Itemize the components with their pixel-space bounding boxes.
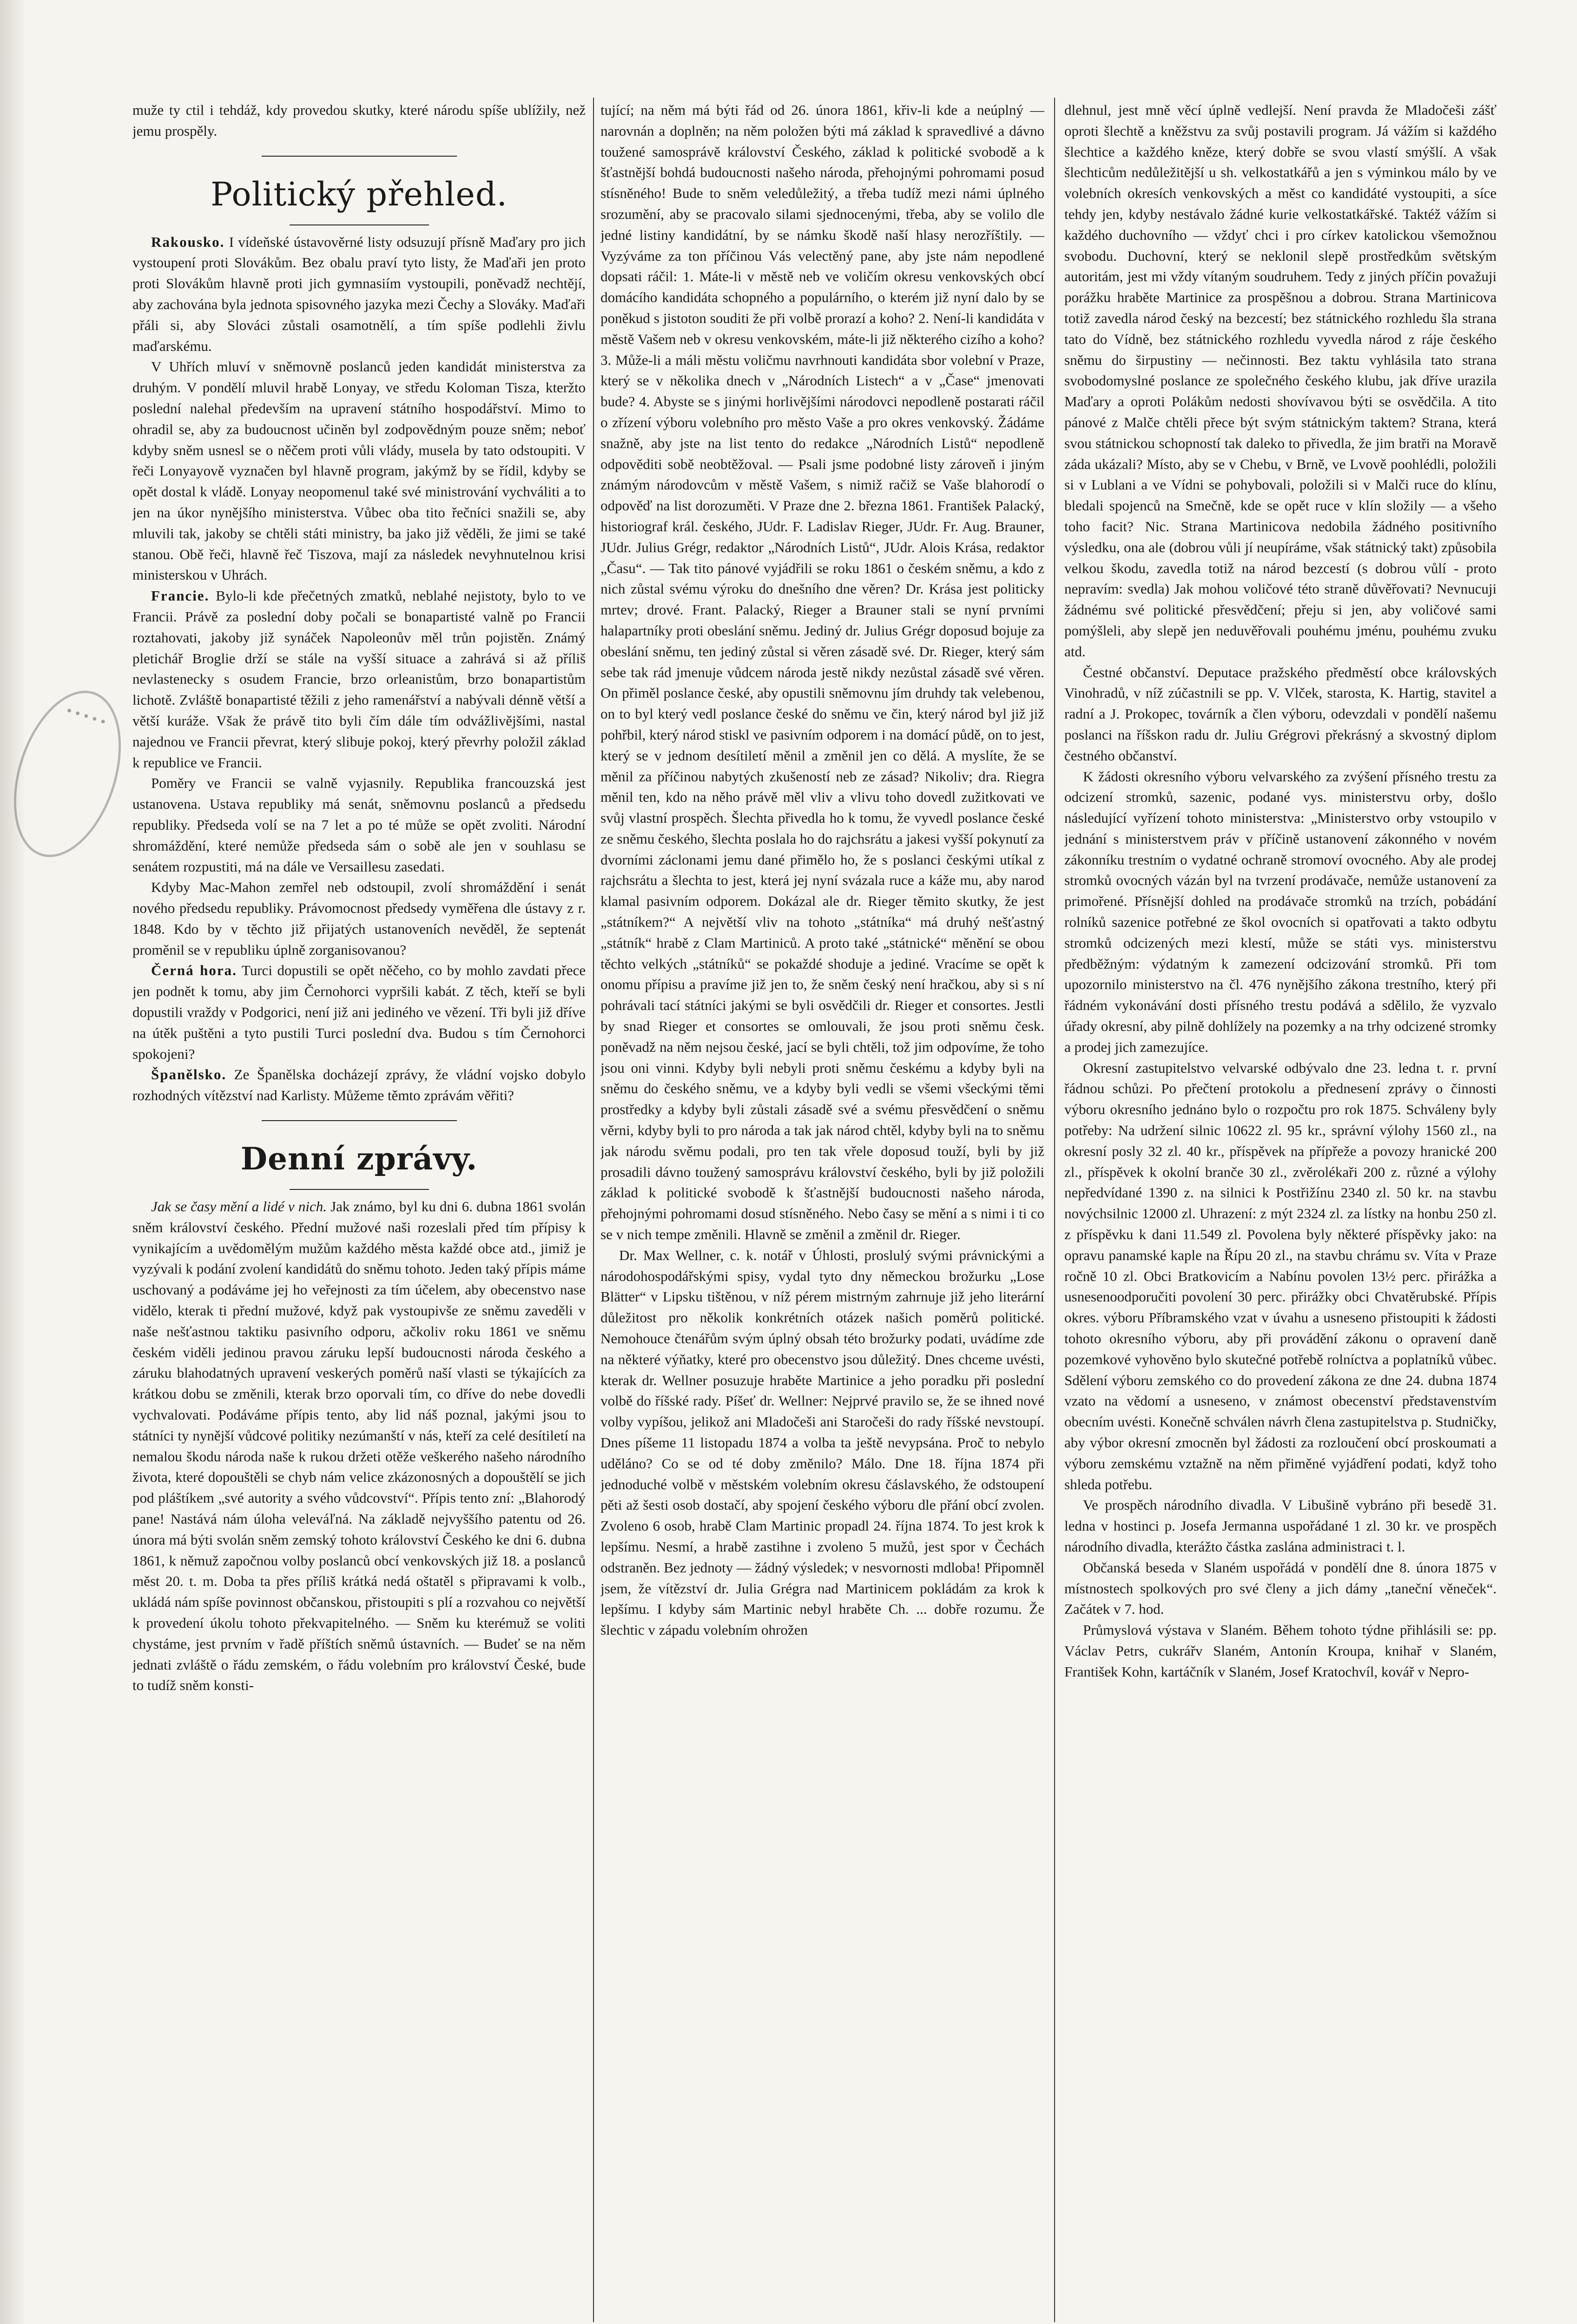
paragraph-austria: Rakousko. I vídeňské ústavověrné listy odsuzují přísně Maďary pro jich vystoupení proti Slovákům. Bez obalu praví tyto listy, že Maďaři jen proto proti Slovákům hlavně proti jich gymnasiím vystoupili, poněvadž nechtějí, aby zachována byla jednota spisovného jazyka mezi Čechy a Slováky. Maďaři přáli si, aby Slováci zůstali osamotnělí, a tím spíše podlehli živlu maďarskému. [132,233,586,354]
paragraph-montenegro: Černá hora. Turci dopustili se opět něčeho, co by mohlo zavdati přece jen podnět k tomu, aby jim Černohorci vypršili kabát. Z těch, kteří se byli dopustili vraždy v Podgorici, není již ani jediného ve vězení. Tři byli již dříve na útěk puštěni a tyto pustili Turci poslední dva. Budou s tím Černohorci spokojeni? [132,962,586,1062]
keyword-montenegro: Černá hora. [151,962,237,979]
continued-paragraph: muže ty ctil i tehdáž, kdy provedou skutky, které národu spíše ublížily, než jemu prospěly. [132,102,586,139]
library-stamp: ····· [0,677,140,871]
keyword-france: Francie. [151,588,210,604]
column-middle [600,100,1044,2322]
paragraph-news: Jak se časy mění a lidé v nich. Jak známo, byl ku dni 6. dubna 1861 svolán sněm království českého. Přední mužové naši rozeslali před tím přípisy k vynikajícím a uvědomělým mužům každého města každé obce atd., jimiž je vyzývali k podání zvolení kandidátů do sněmu tohoto. Jeden taký přípis máme uschovaný a podáváme jej ho veřejnosti za tím účelem, aby obecenstvo nase vidělo, kterak ti přední mužové, když pak vystoupivše ze sněmu zaveděli v naše nešťastnou taktiku pasivního odporu, ačkoliv roku 1861 ve sněmu českém viděli jedinou pravou záruku lepší budoucnosti národa českého a záruku blahodatných upravení veskerých poměrů naší vlasti se týkajících za krátkou dobu se změnili, kterak brzo oporvali tím, co dříve do nebe dovedli vychvalovati. Podáváme přípis tento, aby lid náš poznal, jakými jsou to státníci ty nynější vůdcové politiky nezúmanští v nás, kteří za celé desítiletí na nemalou škodu národa naše k rukou držeti otěže veškerého našeho národního života, které dopouštěli se chyb nám velice zkázonosných a dopouštělí se jich pod pláštíkem „své autority a svého vůdcovství“. Přípis tento zní: „Blahorodý pane! Nastává nám úloha veleváľná. Na základě nejvyššího patentu od 26. února má býti svolán sněm zemský tohoto království Českého ke dni 6. dubna 1861, k němuž započnou volby poslanců obcí venkovských již 18. a poslanců měst 20. t. m. Doba ta přes příliš krátká nedá oštatěl s připravami k volb., ukládá nám spíše povinnost občanskou, přistoupiti s plí a rozvahou co největší k provedení úkolu tohoto překvapitelného. — Sněm ku kterémuž se voliti chystáme, jest prvním v řadě příštích sněmů ústavních. — Budeť se na něm jednati zvláště o řádu zemském, o řádu volebním pro království České, bude to tudíž sněm konsti- [132,1198,586,1694]
column-rule [593,98,594,2322]
paragraph: K žádosti okresního výboru velvarského za zvýšení přísného trestu za odcizení stromků, sazenic, podané vys. ministerstvu orby, došlo následující vyřízení tohoto ministerstva: „Ministerstvo orby vstoupilo v jednání s ministerstvem práv v příčině ustanovení zákonného v novém zákonníku trestním o vydatné ochraně stromoví ovocného. Aby ale prodej stromků ovocných vázán byl na tvrzení prodávače, nemůže ustanovení za primořené. Přísnější dohled na prodávače stromků na trzích, pobádání rolníků sazenice potřebné ze škol ovocních si opatřovati a takto odbytu stromků odcizených mezi klestí, může se státi vys. ministerstvu předběžným: výdatným k zamezení odcizování stromků. Při tom upozornilo ministerstvo na čl. 476 nynějšího zákona trestního, který při řádném vykonávání dosti přísného trestu podává a sdělilo, že vyzvalo úřady okresní, aby pilně dohlížely na pozemky a na trhy odcizené stromky a prodej jich zamezujíce. [1064,768,1497,1055]
paragraph-spain: Španělsko. Ze Španělska docházejí zprávy, že vládní vojsko dobylo rozhodných vítězství nad Karlisty. Můžeme těmto zprávám věřiti? [132,1066,586,1104]
keyword-austria: Rakousko. [151,233,225,250]
paragraph-france: Francie. Bylo-li kde přečetných zmatků, neblahé nejistoty, bylo to ve Francii. Právě za poslední doby počali se bonapartisté valně po Francii roztahovati, jakoby již synáček Napoleonův měl trůn pojistěn. Známý pletichář Broglie drží se stále na vyšší situace a zahrává si až příliš nevlastenecky s osudem Francie, brzo orleanistům, brzo bonapartistům lichotě. Zvláště bonapartisté těžili z jeho ramenářství a nabývali dénně větší a větší kuráže. Však že právě tito byli čím dále tím odvážlivějšími, nastal najednou ve Francii převrat, který slibuje pokoj, který převrhy položil základ k republice ve Francii. [132,588,586,771]
divider [262,156,457,157]
paragraph: Občanská beseda v Slaném uspořádá v pondělí dne 8. února 1875 v místnostech spolkových pro své členy a jich dámy „taneční věneček“. Začátek v 7. hod. [1064,1559,1497,1618]
divider [290,1189,429,1190]
paragraph: V Uhřích mluví v sněmovně poslanců jeden kandidát ministerstva za druhým. V pondělí mluvil hrabě Lonyay, ve středu Koloman Tisza, kteržto poslední nalehal především na upravení státního hospodářství. Mimo to ohradil se, aby za budoucnost učiněn byl zodpovědným pouze sněm; neboť kdyby sněm usnesl se o něčem proti vůli vlády, musela by tato odstoupiti. V řeči Lonyayově vyznačen byl hlavně program, jakýmž by se řídil, kdyby se opět dostal k vládě. Lonyay neopomenul také své ministrování vychváliti a to jen na úkor nynějšího ministerstva. Vůbec oba tito řečníci snažili se, aby mluvili tak, jakoby se chtěli státi ministry, ba jako již věděli, že jimi se také stanou. Obě řeči, hlavně řeč Tiszova, mají za následek nevyhnutelnou krisi ministerskou v Uhrách. [132,358,586,583]
paragraph: Dr. Max Wellner, c. k. notář v Úhlosti, proslulý svými právnickými a národohospodářskými spisy, vydal tyto dny německou brožurku „Lose Blätter“ v Lipsku tištěnou, v níž pérem mistrným zahrnuje již jeho literární důležitost pro několik konkrétních otázek našich poměrů politické. Nemohouce čtenářům svým úplný obsah této brožurky podati, uvádíme zde na některé výňatky, které pro obecenstvo jsou důležitý. Dnes chceme uvésti, kterak dr. Wellner posuzuje hraběte Martinice a jeho poradku při poslední volbě do říšské rady. Píšeť dr. Wellner: Nejprvé pravilo se, že se ihned nové volby vypíšou, jelikož ani Mladočeši ani Staročeši do rady říšské nevstoupí. Dnes píšeme 11 listopadu 1874 a volba ta ještě nevypsána. Proč to nebylo uděláno? Co se od té doby změnilo? Málo. Dne 18. října 1874 při jednoduché volbě v městském volebním okresu čáslavského, že odstoupení pěti až šesti osob dostačí, aby spojení českého výboru dle přání obcí zvolen. Zvoleno 6 osob, hrabě Clam Martinic propadl 24. října 1874. To jest krok k lepšímu. Nesmí, a hrabě zastihne i zvoleno 5 mužů, jest spor v Čechách odstraněn. Bez jednoty — žádný výsledek; v nesvornosti mdloba! Připomněl jsem, že vítězství dr. Julia Grégra nad Martinicem pokládám za krok k lepšímu. I kdyby sám Martinic nebyl hraběte Ch. ... dobře rozumu. Že šlechtic v západu volebním ohrožen [600,1247,1044,1638]
keyword-spain: Španělsko. [151,1066,227,1083]
continued-paragraph: dlehnul, jest mně věcí úplně vedlejší. Není pravda že Mladočeši zášť oproti šlechtě a kněžstvu za svůj postavili program. Já vážím si každého šlechtice a každého kněze, který dobře se svou vlastí smýšlí. A však šlechticům nedůležitější u sh. velkostatkářů a jen s výminkou málo by ve volebních okresích venkovských a měst co kandidáté vystoupiti, a síce tehdy jen, kdyby nestávalo žádné kurie velkostatkářské. Taktéž vážím si každého duchovního — vždyť chci i pro církev katolickou všemožnou svobodu. Duchovní, který se neklonil slepě prostředkům světským autoritám, jest mi vždy vítaným soudruhem. Tedy z jiných příčin považuji porážku hraběte Martinice za prospěšnou a dobrou. Strana Martinicova totiž zavedla národ český na bezcestí; bez státnického rozhledu šla strana tato do Vídně, bez státnického rozhledu vyvedla národ z ráje českého sněmu do širpustiny — nečinnosti. Bez taktu vyhlásila tato strana svobodomyslné poslance ze společného českého klubu, jak dříve urazila Maďary a oproti Polákům nedosti shovívavou býti se osvědčila. A tito pánové z Malče chtěli přece být svým státnickým taktem? Strana, která svou státnickou schopností tak daleko to přivedla, že jim bratři na Moravě záda ukázali? Místo, aby se v Chebu, v Brně, ve Lvově poohlédli, položili si v Lublani a ve Vídni se pohybovali, položili si v Malči ruce do klínu, bledali spojenců na Smečně, kde se opět ruce v klín složily — a všeho toho facit? Nic. Strana Martinicova nedobila žádného positivního výsledku, ona ale (dobrou vůli jí neupíráme, však státnický takt) způsobila velkou škodu, zavedla totiž na národ bezcestí (s dobrou vůlí - proto nepravím: svedla) Jak mohou voličové této straně důvěřovati? Nevnucuji žádnému své politické přesvědčení; přeju si jen, aby voličové sami pomýšleli, aby slepě jen neduvěřovali pouhému jménu, pouhému zvuku atd. [1064,102,1497,660]
paragraph: Okresní zastupitelstvo velvarské odbývalo dne 23. ledna t. r. první řádnou schůzi. Po přečtení protokolu a přednesení zprávy o činnosti výboru okresního jednáno bylo o rozpočtu pro rok 1875. Schváleny byly potřeby: Na udržení silnic 10622 zl. 95 kr., správní výlohy 1560 zl., na okresní posly 32 zl. 40 kr., příspěvek na přípřeže a povozy hranické 200 zl., příspěvek k okolní branče 30 zl., zvěrolékaři 200 z. různé a výlohy nepředvídané 1390 z. na silnici k Postřižínu 2340 zl. 50 kr. na stavbu novýchsilnic 12000 zl. Uhrazení: z mýt 2324 zl. za lístky na honbu 250 zl. z příspěvku k dani 11.549 zl. Povolena byly některé příspěvky jako: na opravu panamské kaple na Řípu 20 zl., na stavbu chrámu sv. Víta v Praze ročně 10 zl. Obci Bratkovicím a Nabínu povolen 13½ perc. přirážka a usnesenoodporučiti povolení 30 perc. přirážky obci Chvatěrubské. Přípis okres. výboru Příbramského vzat v úvahu a usneseno přistoupiti k žádosti tohoto okresního výboru, aby při provádění zákonu o opravení daně pozemkové vyhověno bylo skutečné potřebě rolníctva a poplatníků vůbec. Sdělení výboru zemského co do provedení zákona ze dne 24. dubna 1874 vzato na vědomí a usneseno, v známost obecenství představenstvím obecním uvésti. Konečně schválen návrh člena zastupitelstva p. Studničky, aby výbor okresní zmocněn byl žádosti za rozloučení obcí proskoumati a výboru zemskému vztažně na něm přiměné vyjádření podati, když toho shleda potřebu. [1064,1059,1497,1492]
paragraph: Průmyslová výstava v Slaném. Během tohoto týdne přihlásili se: pp. Václav Petrs, cukrářv Slaném, Antonín Kroupa, knihař v Slaném, František Kohn, kartáčník v Slaném, Josef Kratochvíl, kovář v Nepro- [1064,1622,1497,1680]
continued-paragraph: tující; na něm má býti řád od 26. února 1861, křiv-li kde a neúplný — narovnán a doplněn; na něm položen býti má základ k spravedlivé a dávno toužené samosprávě království Českého, základ k politické svobodě a k šťastnější bohdá budoucnosti našeho národa, přehojnými pohromami posud stísněného! Bude to sněm veledůležitý, a třeba tudíž mezi námi úplného srozumění, aby se pracovalo silami sjednocenými, třeba, aby se volilo dle jedné listiny kandidátní, by se námku škodě naší hlasy nerozříštily. — Vyzýváme za ton příčinou Vás velectěný pane, aby jste nám nepodlené dopsati ráčil: 1. Máte-li v městě neb ve voličím okresu venkovských obcí domácího kandidáta schopného a populárního, o kterém již nyní dalo by se poněkud s jistoton souditi že při volbě prorazí a koho? 2. Není-li kandidáta v městě Vašem neb v okresu venkovském, máte-li již některého cizího a koho? 3. Může-li a máli městu voličmu navrhnouti kandidáta sbor volební v Praze, který se v několika dnech v „Národních Listech“ a v „Čase“ jmenovati bude? 4. Abyste se s jinými horlivějšími národovci nepodleně postarati ráčil o zřízení výboru volebního pro město Vaše a pro okres venkovský. Žádáme snažně, aby jste na list tento do redakce „Národních Listů“ nepodleně odpověditi sobě neobtěžoval. — Psali jsme podobné listy zároveň i jiným známým národovcům v městě Vašem, s nimiž račiž se Vaše blahorodí o odpověď na list dorozuměti. V Praze dne 2. března 1861. František Palacký, historiograf král. českého, JUdr. F. Ladislav Rieger, JUdr. Fr. Aug. Brauner, JUdr. Julius Grégr, redaktor „Národních Listů“, JUdr. Alois Krása, redaktor „Času“. — Tak tito pánové vyjádřili se roku 1861 o českém sněmu, a kdo z nich zůstal svému výroku do dnešního dne věren? Dr. Krása jest politicky mrtev; drové. Frant. Palacký, Rieger a Brauner stali se nyní prvními halapartníky proti obeslání sněmu. Jediný dr. Julius Grégr doposud bojuje za obeslání sněmu, ten jediný zůstal si věren zásadě své. Dr. Rieger, který sám sebe tak rád jmenuje vůdcem národa jestě nikdy nezůstal zásadě své věren. On přiměl poslance české, aby opustili sněmovnu jím druhdy tak velebenou, on to byl který vedl poslance české do sněmu ve čin, který národ byl již již pohřbil, který národ stiskl ve pasivním odporem i na domácí půdě, on to jest, který se v jednom desítiletí měnil a změnil jen co dělá. A myslíte, že se měnil za příčinou nabytých zkušeností neb ze zásad? Nikoliv; dra. Riegra měnil ten, kdo na něho právě měl vliv a vlivu toho dovedl zužitkovati ve svůj vlastní prospěch. Šlechta přivedla ho k tomu, že vyvedl poslance české ze sněmu českého, šlechta poslala ho do rajchsrátu a jakesi vyšší pokynutí za dvorními záclonami jemu dané přimělo ho, že s poslanci českými utíkal z rajchsrátu a šlechta to jest, která jej nyní svázala ruce a káže mu, aby narod klamal pasivním odporem. Dokázal ale dr. Rieger těmito skutky, že jest „státníkem?“ A největší vliv na tohoto „státníka“ má druhý nešťastný „státník“ hrabě z Clam Martiniců. A proto také „státnické“ měnění se obou těchto velkých „státníků“ se pokaždé shoduje a jediné. Vracíme se opět k onomu přípisu a pravíme již jen to, že sněm český není hračkou, aby si s ní pohrávali tací státníci jakými se byli osvědčili dr. Rieger et consortes. Jestli by snad Rieger et consortes se omlouvali, že jsou proti sněmu česk. poněvadž na něm nejsou české, jací se byli chtěli, tož jim odpovíme, že toho jsou oni vinni. Kdyby byli nebyli proti sněmu českému a kdyby byli na sněmu do českého sněmu, ve a kdyby byli vedli se všemi všeckými těmi prostředky a kdyby byli zůstali zásadě své a svému přesvědčení o sněmu věrni, kdyby byli to pro národa a tak jak národ chtěl, kdyby byli na to sněmu jak národu svěmu podali, pro ten tak vřele doposud touží, byli by již prosadili dávno toužený samosprávu království českého, byli by již položili základ k politické svobodě k šťastnější budoucnosti našeho národa, přehojnými pohromami dosud stísněného. Nebo časy se mění a s nimi i ti co se v nich tempe změnili. Hlavně se změnil a změnil dr. Rieger. [600,102,1044,1243]
section-title-political-review: Politický přehled. [211,175,508,213]
news-lead: Jak se časy mění a lidé v nich. [151,1198,327,1215]
paragraph: Kdyby Mac-Mahon zemřel neb odstoupil, zvolí shromáždění i senát nového předsedu republiky. Právomocnost předsedy vyměřena dle ústavy z r. 1848. Kdo by v těchto již přijatých ustanoveních nevěděl, že septenát proměnil se v republiku úplně zorganisovanou? [132,879,586,958]
divider [262,1120,457,1121]
paragraph: Poměry ve Francii se valně vyjasnily. Republika francouzská jest ustanovena. Ustava republiky má senát, sněmovnu poslanců a předsedu republiky. Předseda volí se na 7 let a po té může se opět zvoliti. Národní shromáždění, které nemůže předseda sám o sobě ale jen v souhlasu se senátem rozpustiti, má na dále ve Versaillesu zasedati. [132,775,586,875]
section-title-daily-news: Denní zprávy. [240,1141,478,1177]
column-left [132,100,586,2322]
divider [290,224,429,225]
paragraph: Ve prospěch národního divadla. V Libušině vybráno při besedě 31. ledna v hostinci p. Josefa Jermanna uspořádané 1 zl. 30 kr. ve prospěch národního divadla, kterážto částka zaslána administraci t. l. [1064,1497,1497,1555]
paragraph: Čestné občanství. Deputace pražského předměstí obce královských Vinohradů, v níž zúčastnili se pp. V. Vlček, starosta, K. Hartig, stavitel a radní a J. Prokopec, továrník a člen výboru, odevzdali v pondělí našemu poslanci na říšskon radu dr. Juliu Grégrovi překrásný a skvostný diplom čestného občanství. [1064,664,1497,764]
column-right [1064,100,1497,2322]
column-rule [1054,98,1055,2322]
